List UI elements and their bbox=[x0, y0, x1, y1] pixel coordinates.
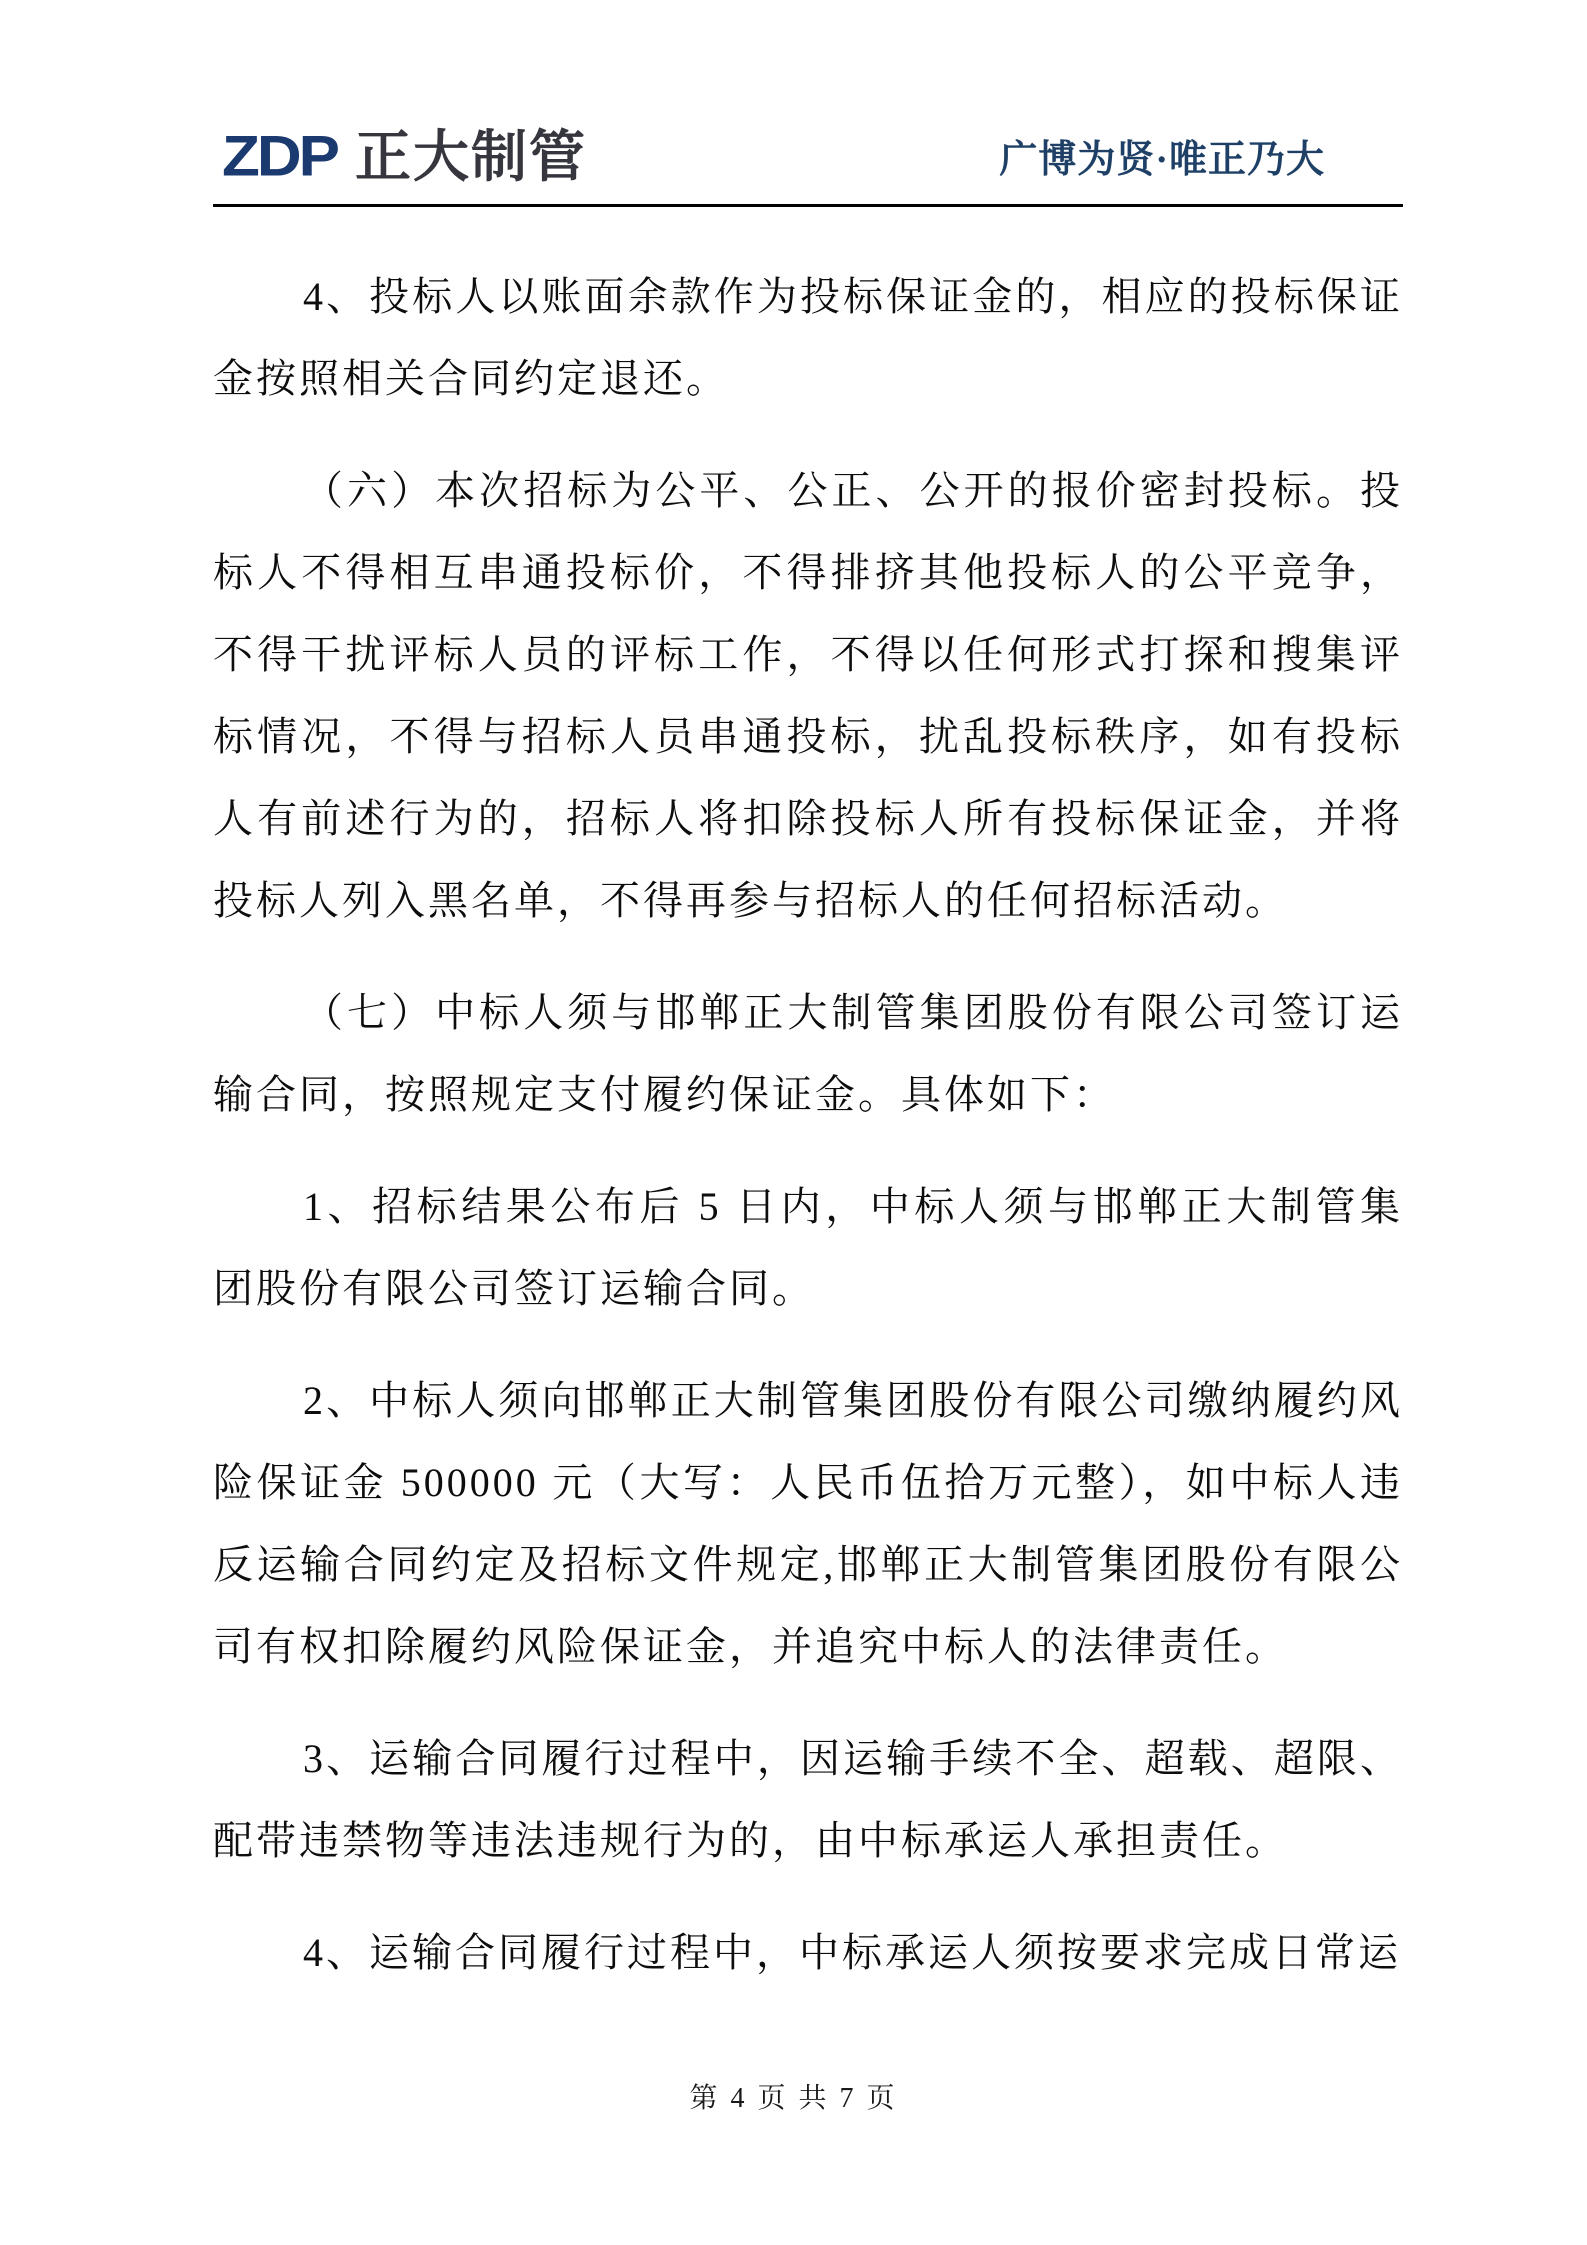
zdp-logo-icon: ZDP bbox=[222, 124, 337, 189]
paragraph: （六）本次招标为公平、公正、公开的报价密封投标。投标人不得相互串通投标价，不得排挤其他投标人的公平竞争，不得干扰评标人员的评标工作，不得以任何形式打探和搜集评标情况，不得与招标人员串通投标，扰乱投标秩序，如有投标人有前述行为的，招标人将扣除投标人所有投标保证金，并将投标人列入黑名单，不得再参与招标人的任何招标活动。 bbox=[213, 468, 1403, 923]
paragraph: 3、运输合同履行过程中，因运输手续不全、超载、超限、配带违禁物等违法违规行为的，由中标承运人承担责任。 bbox=[213, 1736, 1403, 1863]
paragraph: 1、招标结果公布后 5 日内，中标人须与邯郸正大制管集团股份有限公司签订运输合同。 bbox=[213, 1184, 1403, 1311]
header-divider bbox=[213, 204, 1403, 207]
page-number: 第 4 页 共 7 页 bbox=[689, 2083, 898, 2114]
paragraph: 4、运输合同履行过程中，中标承运人须按要求完成日常运 bbox=[303, 1930, 1401, 1975]
paragraph: 4、投标人以账面余款作为投标保证金的，相应的投标保证金按照相关合同约定退还。 bbox=[213, 274, 1403, 401]
company-name: 正大制管 bbox=[355, 125, 587, 188]
company-slogan: 广博为贤·唯正乃大 bbox=[999, 139, 1325, 181]
paragraph: 2、中标人须向邯郸正大制管集团股份有限公司缴纳履约风险保证金 500000 元（大写：人民币伍拾万元整），如中标人违反运输合同约定及招标文件规定,邯郸正大制管集团股份有限公司有权扣除履约风险保证金，并追究中标人的法律责任。 bbox=[213, 1378, 1403, 1669]
company-logo bbox=[222, 124, 587, 189]
paragraph: （七）中标人须与邯郸正大制管集团股份有限公司签订运输合同，按照规定支付履约保证金。具体如下： bbox=[213, 990, 1403, 1117]
document-body bbox=[213, 256, 1403, 2024]
page-header bbox=[0, 0, 1587, 210]
